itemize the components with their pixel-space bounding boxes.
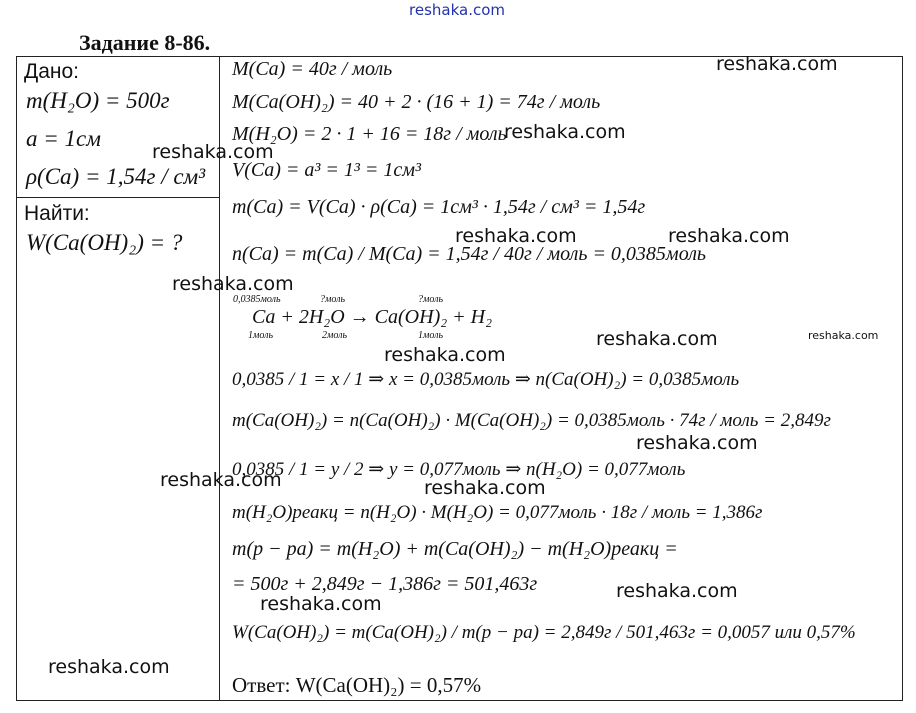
- given-label: Дано:: [24, 60, 80, 83]
- watermark: reshaka.com: [152, 141, 274, 163]
- answer-line: Ответ: W(Ca(OH)₂) = 0,57%: [232, 673, 482, 697]
- solution-line-13: = 500г + 2,849г − 1,386г = 501,463г: [232, 573, 538, 595]
- given-water-mass: m(H₂O) = 500г: [26, 88, 170, 113]
- given-calcium-density: ρ(Ca) = 1,54г / см³: [26, 164, 206, 189]
- reaction-above-water: ?моль: [320, 294, 346, 305]
- watermark: reshaka.com: [172, 273, 294, 295]
- solution-line-5: m(Ca) = V(Ca) · ρ(Ca) = 1см³ · 1,54г / см³ = 1,54г: [232, 196, 646, 218]
- solution-line-4: V(Ca) = a³ = 1³ = 1см³: [232, 159, 421, 181]
- reaction-above-hydroxide: ?моль: [418, 294, 444, 305]
- solution-line-8: 0,0385 / 1 = x / 1 ⇒ x = 0,0385моль ⇒ n(Ca(OH)₂) = 0,0385моль: [232, 369, 740, 390]
- solution-line-2: M(Ca(OH)₂) = 40 + 2 · (16 + 1) = 74г / моль: [232, 91, 601, 113]
- reaction-below-hydroxide: 1моль: [418, 330, 444, 341]
- given-edge-length: a = 1см: [26, 126, 101, 151]
- site-header-link[interactable]: reshaka.com: [409, 1, 505, 19]
- watermark: reshaka.com: [504, 121, 626, 143]
- solution-line-9: m(Ca(OH)₂) = n(Ca(OH)₂) · M(Ca(OH)₂) = 0,0385моль · 74г / моль = 2,849г: [232, 410, 831, 431]
- reaction-equation: Ca + 2H₂O → Ca(OH)₂ + H₂: [252, 306, 493, 328]
- solution-line-1: M(Ca) = 40г / моль: [232, 58, 393, 80]
- solution-line-3: M(H₂O) = 2 · 1 + 16 = 18г / моль: [232, 123, 507, 145]
- watermark: reshaka.com: [48, 656, 170, 678]
- watermark: reshaka.com: [260, 593, 382, 615]
- reaction-above-ca: 0,0385моль: [233, 294, 281, 305]
- solution-line-12: m(p − pa) = m(H₂O) + m(Ca(OH)₂) − m(H₂O)реакц =: [232, 538, 678, 560]
- watermark: reshaka.com: [424, 477, 546, 499]
- watermark: reshaka.com: [616, 580, 738, 602]
- watermark: reshaka.com: [384, 344, 506, 366]
- solution-line-10: 0,0385 / 1 = y / 2 ⇒ y = 0,077моль ⇒ n(H₂O) = 0,077моль: [232, 459, 686, 480]
- reaction-below-water: 2моль: [322, 330, 348, 341]
- watermark: reshaka.com: [636, 432, 758, 454]
- watermark: reshaka.com: [455, 225, 577, 247]
- watermark: reshaka.com: [668, 225, 790, 247]
- solution-line-6: n(Ca) = m(Ca) / M(Ca) = 1,54г / 40г / моль = 0,0385моль: [232, 243, 707, 265]
- given-find-divider: [16, 197, 220, 198]
- find-mass-fraction: W(Ca(OH)₂) = ?: [26, 230, 183, 255]
- find-label: Найти:: [24, 202, 90, 225]
- solution-line-14: W(Ca(OH)₂) = m(Ca(OH)₂) / m(p − pa) = 2,849г / 501,463г = 0,0057 или 0,57%: [232, 622, 856, 643]
- solution-line-11: m(H₂O)реакц = n(H₂O) · M(H₂O) = 0,077моль · 18г / моль = 1,386г: [232, 502, 763, 523]
- reaction-below-ca: 1моль: [248, 330, 274, 341]
- task-title: Задание 8-86.: [79, 30, 211, 55]
- watermark: reshaka.com: [160, 469, 282, 491]
- watermark-small: reshaka.com: [808, 329, 879, 342]
- watermark: reshaka.com: [716, 53, 838, 75]
- watermark: reshaka.com: [596, 328, 718, 350]
